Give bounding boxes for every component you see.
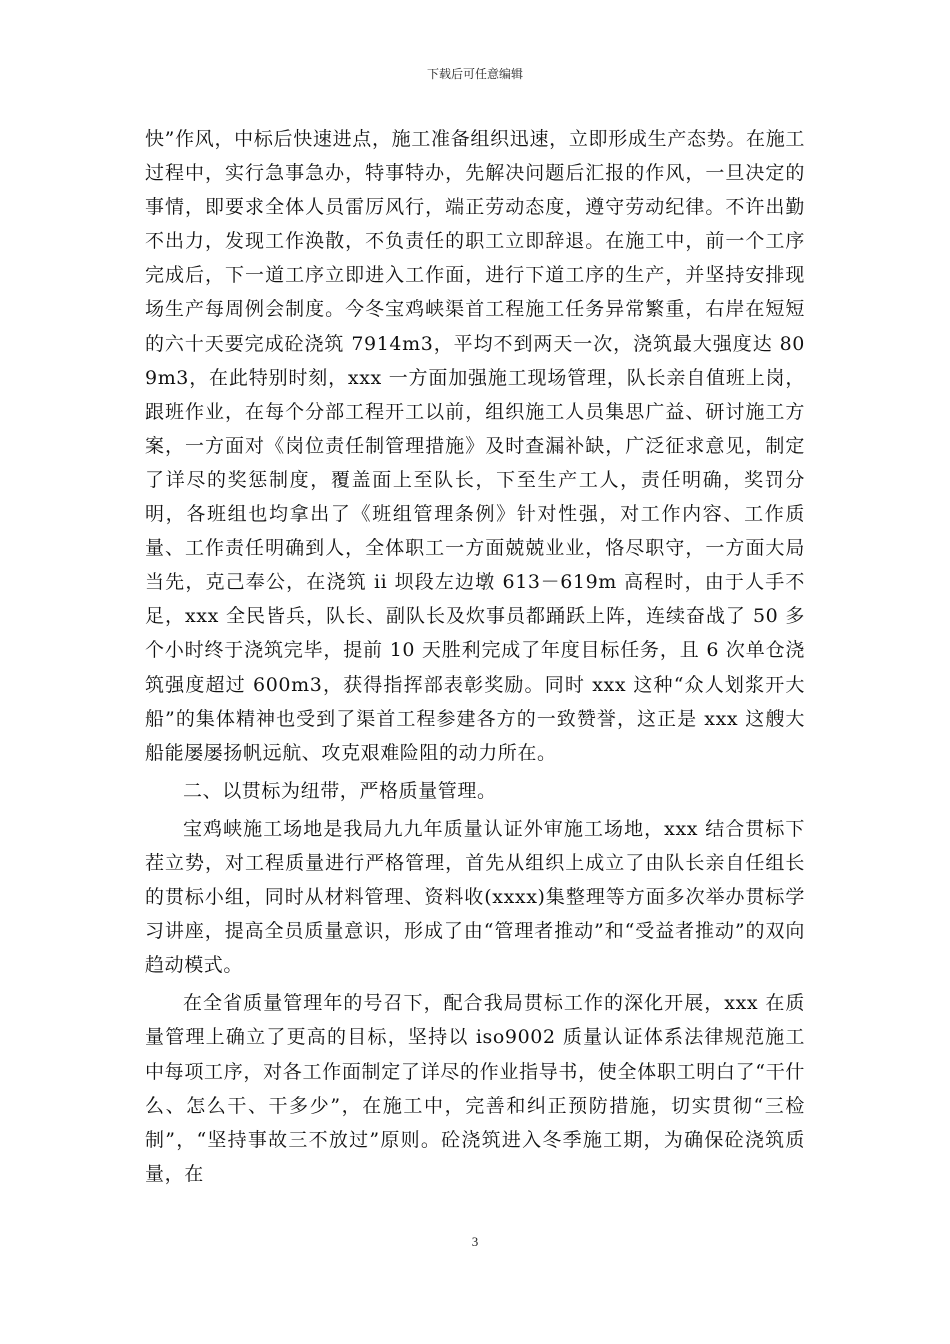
document-body [145, 122, 805, 1191]
section-heading: 二、以贯标为纽带，严格质量管理。 [183, 779, 497, 802]
body-paragraph: 在全省质量管理年的号召下，配合我局贯标工作的深化开展，xxx 在质量管理上确立了更高的目标，坚持以 iso9002 质量认证体系法律规范施工中每项工序，对各工作面制定了详尽的作业指导书，使全体职工明白了“干什么、怎么干、干多少”，在施工中，完善和纠正预防措施，切实贯彻“三检制”，“坚持事故三不放过”原则。砼浇筑进入冬季施工期，为确保砼浇筑质量，在 [145, 992, 805, 1185]
page-header: 下载后可任意编辑 [426, 67, 523, 81]
page-number: 3 [471, 1234, 479, 1249]
body-paragraph: 快”作风，中标后快速进点，施工准备组织迅速，立即形成生产态势。在施工过程中，实行急事急办，特事特办，先解决问题后汇报的作风，一旦决定的事情，即要求全体人员雷厉风行，端正劳动态度，遵守劳动纪律。不许出勤不出力，发现工作涣散，不负责任的职工立即辞退。在施工中，前一个工序完成后，下一道工序立即进入工作面，进行下道工序的生产，并坚持安排现场生产每周例会制度。今冬宝鸡峡渠首工程施工任务异常繁重，右岸在短短的六十天要完成砼浇筑 7914m3，平均不到两天一次，浇筑最大强度达 809m3，在此特别时刻，xxx 一方面加强施工现场管理，队长亲自值班上岗，跟班作业，在每个分部工程开工以前，组织施工人员集思广益、研讨施工方案，一方面对《岗位责任制管理措施》及时查漏补缺，广泛征求意见，制定了详尽的奖惩制度，覆盖面上至队长，下至生产工人，责任明确，奖罚分明，各班组也均拿出了《班组管理条例》针对性强，对工作内容、工作质量、工作责任明确到人，全体职工一方面兢兢业业，恪尽职守，一方面大局当先，克己奉公，在浇筑 ii 坝段左边墩 613－619m 高程时，由于人手不足，xxx 全民皆兵，队长、副队长及炊事员都踊跃上阵，连续奋战了 50 多个小时终于浇筑完毕，提前 10 天胜利完成了年度目标任务，且 6 次单仓浇筑强度超过 600m3，获得指挥部表彰奖励。同时 xxx 这种“众人划浆开大船”的集体精神也受到了渠首工程参建各方的一致赞誉，这正是 xxx 这艘大船能屡屡扬帆远航、攻克艰难险阻的动力所在。 [145, 128, 805, 764]
body-paragraph: 宝鸡峡施工场地是我局九九年质量认证外审施工场地，xxx 结合贯标下茬立势，对工程质量进行严格管理，首先从组织上成立了由队长亲自任组长的贯标小组，同时从材料管理、资料收(xxxx)集整理等方面多次举办贯标学习讲座，提高全员质量意识，形成了由“管理者推动”和“受益者推动”的双向趋动模式。 [145, 817, 805, 977]
